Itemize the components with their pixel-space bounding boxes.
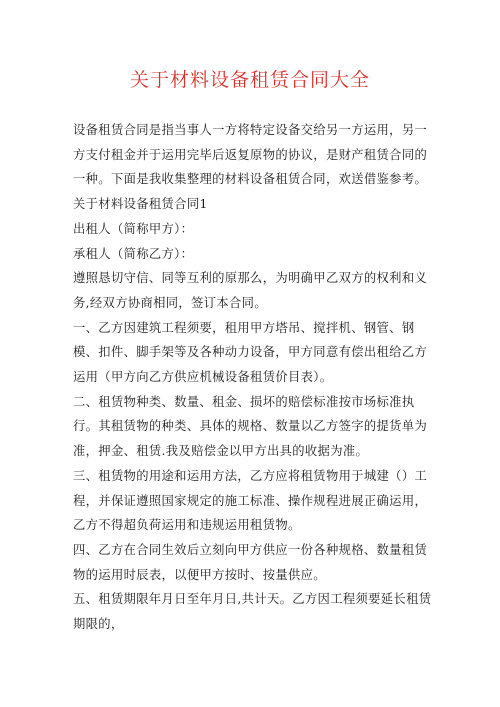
clause-2: 二、租赁物种类、数量、租金、损坏的赔偿标准按市场标准执行。其租赁物的种类、具体的规格、数量以乙方签字的提货单为准，押金、租赁.我及赔偿金以甲方出具的收据为准。 bbox=[73, 394, 428, 459]
clause-3: 三、租赁物的用途和运用方法，乙方应将租赁物用于城建（）工程，并保证遵照国家规定的施工标准、操作规程进展正确运用，乙方不得超负荷运用和违规运用租赁物。 bbox=[73, 468, 428, 533]
section-heading: 关于材料设备租赁合同1 bbox=[73, 197, 208, 212]
intro-paragraph: 设备租赁合同是指当事人一方将特定设备交给另一方运用，另一方支付租金并于运用完毕后返复原物的协议，是财产租赁合同的一种。下面是我收集整理的材料设备租赁合同，欢送借鉴参考。 bbox=[73, 123, 428, 187]
clause-4: 四、乙方在合同生效后立刻向甲方供应一份各种规格、数量租赁物的运用时辰表，以便甲方按时、按量供应。 bbox=[73, 542, 428, 582]
preamble-paragraph: 遵照恳切守信、同等互利的原那么，为明确甲乙双方的权利和义务,经双方协商相同，签订本合同。 bbox=[73, 271, 428, 310]
lessor-line: 出租人（简称甲方）： bbox=[73, 221, 194, 236]
clause-1: 一、乙方因建筑工程须要，租用甲方塔吊、搅拌机、钢管、钢模、扣件、脚手架等及各种动力设备，甲方同意有偿出租给乙方运用（甲方向乙方供应机械设备租赁价目表）。 bbox=[73, 320, 428, 385]
document-body bbox=[73, 118, 435, 637]
document-title: 关于材料设备租赁合同大全 bbox=[129, 69, 370, 91]
clause-5: 五、租赁期限年月日至年月日,共计天。乙方因工程须要延长租赁期限的， bbox=[73, 592, 432, 632]
lessee-line: 承租人（简称乙方）： bbox=[73, 246, 194, 261]
